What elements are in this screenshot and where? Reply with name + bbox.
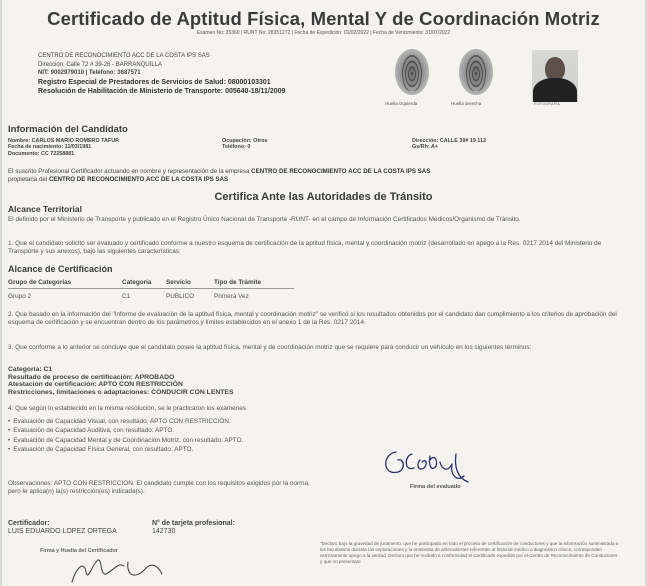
certifier-card-block: [152, 520, 235, 536]
candidate-heading: Información del Candidato: [8, 124, 128, 135]
certifier-signature: [62, 554, 172, 586]
list-item: • Evaluación de Capacidad Visual, con resultado: APTO CON RESTRICCIÓN.: [8, 417, 243, 426]
result-attestation: Atestación de certificación: APTO CON RESTRICCIÓN: [8, 381, 183, 389]
center-registry: Registro Especial de Prestadores de Servicios de Salud: 08000103301: [38, 78, 271, 86]
observations: Observaciones: APTO CON RESTRICCION. El candidato cumple con los requisitos exigidos por la norma, pero le aplica(n) la(s) restricción(es) indicada(s).: [8, 480, 310, 495]
results-block: [8, 366, 233, 396]
certifica-heading: Certifica Ante las Autoridades de Tránsito: [214, 191, 433, 203]
statement-company-b: CENTRO DE RECONOCIMIENTO ACC DE LA COSTA IPS SAS: [48, 175, 229, 183]
table-cell: PUBLICO: [166, 292, 195, 300]
column-header: Grupo de Categorías: [8, 278, 122, 288]
center-address: Dirección: Calle 72 # 39-26 - BARRANQUILLA: [38, 61, 163, 68]
declaration-text: "Declaro bajo la gravedad de juramento, que he participado en todo el proceso de certificación de conductores y que la información suministrada a los facultativos durante las exploraciones y la entrevista de antecedentes referentes al historial médico o diagnóstico clínico, corresponden estrictamente apego a la verdad. Declaro que he recibido a conformidad el Certificado expedido por el Centro de Reconocimiento de Conductores y que no presentare: [320, 541, 619, 564]
right-fingerprint-label: Huella derecha: [451, 101, 482, 106]
candidate-blood: Gs/Rh: A+: [412, 144, 439, 151]
candidate-col-1: [8, 138, 119, 157]
candidate-photo: [532, 50, 578, 102]
alcance-territorial-heading: Alcance Territorial: [8, 204, 83, 214]
right-fingerprint-icon: [459, 49, 493, 95]
signature-label: Firma del evaluado: [410, 484, 461, 490]
point-2: 2. Que basado en la información del "Informe de evaluación de la aptitud física, mental y coordinación motriz" se verificó si los resultados obtenidos por el candidato dan cumplimiento a los criterios de aprobación del esquema de certificación y se encuentran dentro de los parámetros y límites establecidos en el anexo 1 de la Res. 0217 2014.: [8, 311, 617, 326]
alcance-point-1: 1. Que el candidato solicitó ser evaluado y certificado conforme a nuestro esquema de certificación de la aptitud física, mental y coordinación motriz (desarrollado en apego a la Res. 0217 2014 del Ministerio de Transporte y sus anexos), bajo las siguientes características:: [8, 240, 602, 255]
point-4: 4. Que según lo establecido en la misma resolución, se le practicaron los exámenes: [8, 405, 247, 412]
candidate-phone: Teléfono: 0: [222, 144, 251, 151]
table-row: [8, 288, 294, 300]
table-cell: C1: [122, 292, 131, 300]
list-item: • Evaluación de Capacidad Auditiva, con resultado: APTO.: [8, 426, 243, 435]
candidate-birth: Fecha de nacimiento: 11/03/1981: [8, 144, 92, 151]
column-header: Servicio: [166, 278, 214, 288]
certifier-label: Certificador:: [8, 520, 50, 527]
certifier-sign-label: Firma y Huella del Certificador: [40, 548, 118, 554]
statement-company-a: CENTRO DE RECONOCIMIENTO ACC DE LA COSTA IPS SAS: [251, 168, 431, 175]
center-info: [38, 52, 358, 96]
table-header-row: [8, 278, 294, 288]
certificate-title: Certificado de Aptitud Física, Mental Y de Coordinación Motriz: [47, 8, 600, 29]
photo-shoulders: [533, 78, 577, 102]
left-fingerprint-label: Huella izquierda: [385, 101, 418, 106]
photo-label: FOTOGRAFÍA: [534, 101, 560, 106]
candidate-name: Nombre: CARLOS MARIO ROMERO TAFUR: [8, 138, 120, 144]
candidate-address: Dirección: CALLE 39# 19 112: [412, 138, 487, 144]
alcance-certificacion-heading: Alcance de Certificación: [8, 264, 113, 274]
card-number: 142730: [152, 528, 176, 535]
point-3: 3. Que conforme a lo anterior se concluye que el candidato posee la aptitud física, mental y de coordinación motriz que se requiere para conducir un vehículo en los siguientes términos:: [8, 344, 532, 351]
card-label: N° de tarjeta profesional:: [152, 520, 235, 527]
candidate-occupation: Ocupación: Otros: [222, 138, 268, 144]
alcance-territorial-text: El definido por el Ministerio de Transporte y publicado en el Registro Único Nacional de Transporte -RUNT- en el campo de Información Certificados Médicos/Organismo de Tránsito.: [8, 216, 521, 223]
certifier-block: [8, 520, 117, 536]
certifier-name: LUIS EDUARDO LOPEZ ORTEGA: [8, 528, 117, 535]
result-process: Resultado de proceso de certificación: APROBADO: [8, 373, 175, 381]
result-restrictions: Restricciones, limitaciones o adaptaciones: CONDUCIR CON LENTES: [8, 388, 234, 396]
list-item: • Evaluación de Capacidad Mental y de Coordinación Motriz, con resultado: APTO.: [8, 436, 243, 445]
certificate-sheet: [2, 0, 645, 586]
candidate-document: Documento: CC 72258881: [8, 150, 75, 157]
result-category: Categoría: C1: [8, 366, 53, 373]
statement-text-a: El suscrito Profesional Certificador actuando en nombre y representación de la empresa: [8, 168, 252, 175]
candidate-signature: [378, 442, 488, 486]
statement-text-c: propietaria del: [8, 175, 49, 183]
left-fingerprint-icon: [395, 49, 429, 95]
center-nit: NIT: 9002979010 | Teléfono: 3687571: [38, 70, 141, 76]
table-cell: Primera Vez: [214, 292, 249, 300]
column-header: Tipo de Trámite: [214, 278, 294, 288]
column-header: Categoría: [122, 278, 166, 288]
candidate-col-3: [412, 138, 486, 151]
table-cell: Grupo 2: [8, 292, 32, 300]
certification-table: [8, 278, 294, 300]
center-resolution: Resolución de Habilitación de Ministerio de Transporte: 005640-18/11/2009: [38, 87, 286, 95]
exam-list: [8, 417, 243, 455]
list-item: • Evaluación de Capacidad Física General, con resultado: APTO.: [8, 445, 243, 454]
center-name: CENTRO DE RECONOCIMIENTO ACC DE LA COSTA IPS SAS: [38, 53, 210, 59]
statement-paragraph: [8, 168, 628, 183]
certificate-subtitle: Examen No: 35360 | RUNT No: 28351272 | Fecha de Expedición: 01/02/2022 | Fecha de Vencimiento: 31/07/2022: [196, 30, 451, 36]
candidate-col-2: [222, 138, 268, 151]
